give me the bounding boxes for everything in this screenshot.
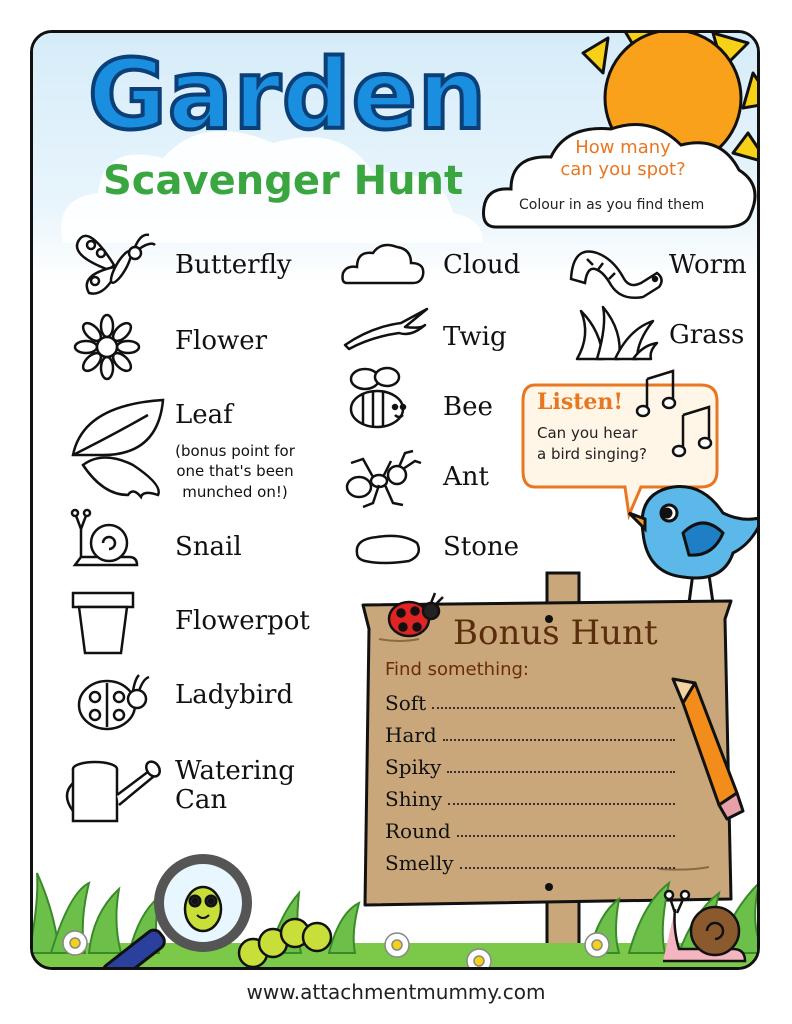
item-label-butterfly: Butterfly bbox=[175, 250, 292, 280]
watering-can-line1: Watering bbox=[175, 756, 295, 786]
item-label-watering-can bbox=[175, 757, 295, 815]
listen-line1: Can you hear bbox=[537, 424, 638, 442]
leaf-note-line2: one that's been bbox=[176, 462, 294, 481]
ladybird-colored-icon bbox=[387, 591, 443, 639]
magnifying-glass-icon bbox=[103, 843, 253, 970]
watering-can-icon bbox=[67, 755, 167, 827]
cloud-question bbox=[553, 137, 693, 180]
bonus-row-shiny bbox=[385, 783, 675, 811]
bonus-row-label: Shiny bbox=[385, 787, 443, 811]
item-label-worm: Worm bbox=[669, 250, 747, 280]
bonus-row-spiky bbox=[385, 751, 675, 779]
stone-icon bbox=[353, 531, 423, 565]
page-title: Garden bbox=[88, 39, 488, 151]
footer-url: www.attachmentmummy.com bbox=[246, 980, 546, 1004]
cloud-icon bbox=[341, 241, 425, 287]
snail-icon bbox=[71, 507, 141, 569]
listen-text bbox=[537, 423, 647, 465]
item-label-cloud: Cloud bbox=[443, 250, 521, 280]
cloud-question-line2: can you spot? bbox=[560, 158, 686, 180]
bonus-row-soft bbox=[385, 687, 675, 715]
item-label-leaf: Leaf bbox=[175, 400, 233, 430]
bonus-row-round bbox=[385, 815, 675, 843]
item-label-flower: Flower bbox=[175, 326, 268, 356]
twig-icon bbox=[341, 305, 431, 349]
item-label-grass: Grass bbox=[669, 320, 745, 350]
writing-line bbox=[448, 802, 675, 805]
listen-title: Listen! bbox=[537, 389, 624, 415]
item-label-ladybird: Ladybird bbox=[175, 680, 294, 710]
ant-icon bbox=[343, 449, 423, 509]
bonus-row-label: Soft bbox=[385, 691, 427, 715]
music-notes-icon bbox=[639, 367, 719, 457]
bonus-row-label: Round bbox=[385, 819, 451, 843]
item-label-flowerpot: Flowerpot bbox=[175, 606, 310, 636]
cloud-instruction: Colour in as you find them bbox=[519, 197, 705, 213]
pencil-icon bbox=[667, 673, 747, 823]
bonus-row-label: Spiky bbox=[385, 755, 442, 779]
ladybird-icon bbox=[73, 669, 153, 733]
bonus-row-label: Smelly bbox=[385, 851, 454, 875]
item-label-stone: Stone bbox=[443, 532, 520, 562]
bird-icon bbox=[623, 473, 760, 603]
item-label-snail: Snail bbox=[175, 532, 242, 562]
bonus-row-label: Hard bbox=[385, 723, 437, 747]
worm-icon bbox=[567, 239, 667, 299]
bonus-find-label: Find something: bbox=[385, 659, 529, 680]
watering-can-line2: Can bbox=[175, 785, 228, 816]
grass-icon bbox=[573, 305, 659, 361]
item-label-ant: Ant bbox=[443, 462, 489, 492]
flowerpot-icon bbox=[71, 591, 135, 657]
butterfly-icon bbox=[69, 225, 159, 297]
writing-line bbox=[432, 706, 675, 709]
worksheet-frame bbox=[30, 30, 760, 970]
cloud-question-line1: How many bbox=[575, 137, 671, 158]
caterpillar-icon bbox=[233, 903, 343, 970]
flower-icon bbox=[75, 315, 139, 379]
leaf-icon bbox=[63, 395, 173, 505]
item-label-bee: Bee bbox=[443, 392, 493, 422]
bee-icon bbox=[347, 365, 417, 431]
writing-line bbox=[457, 834, 675, 837]
page-subtitle: Scavenger Hunt bbox=[103, 158, 464, 204]
snail-colored-icon bbox=[659, 889, 749, 963]
writing-line bbox=[447, 770, 675, 773]
leaf-bonus-note bbox=[165, 441, 305, 502]
bonus-row-hard bbox=[385, 719, 675, 747]
writing-line bbox=[443, 738, 675, 741]
leaf-note-line1: (bonus point for bbox=[175, 442, 295, 460]
item-label-twig: Twig bbox=[443, 322, 507, 352]
listen-line2: a bird singing? bbox=[537, 445, 648, 463]
leaf-note-line3: munched on!) bbox=[182, 482, 288, 501]
bonus-title: Bonus Hunt bbox=[453, 613, 658, 653]
